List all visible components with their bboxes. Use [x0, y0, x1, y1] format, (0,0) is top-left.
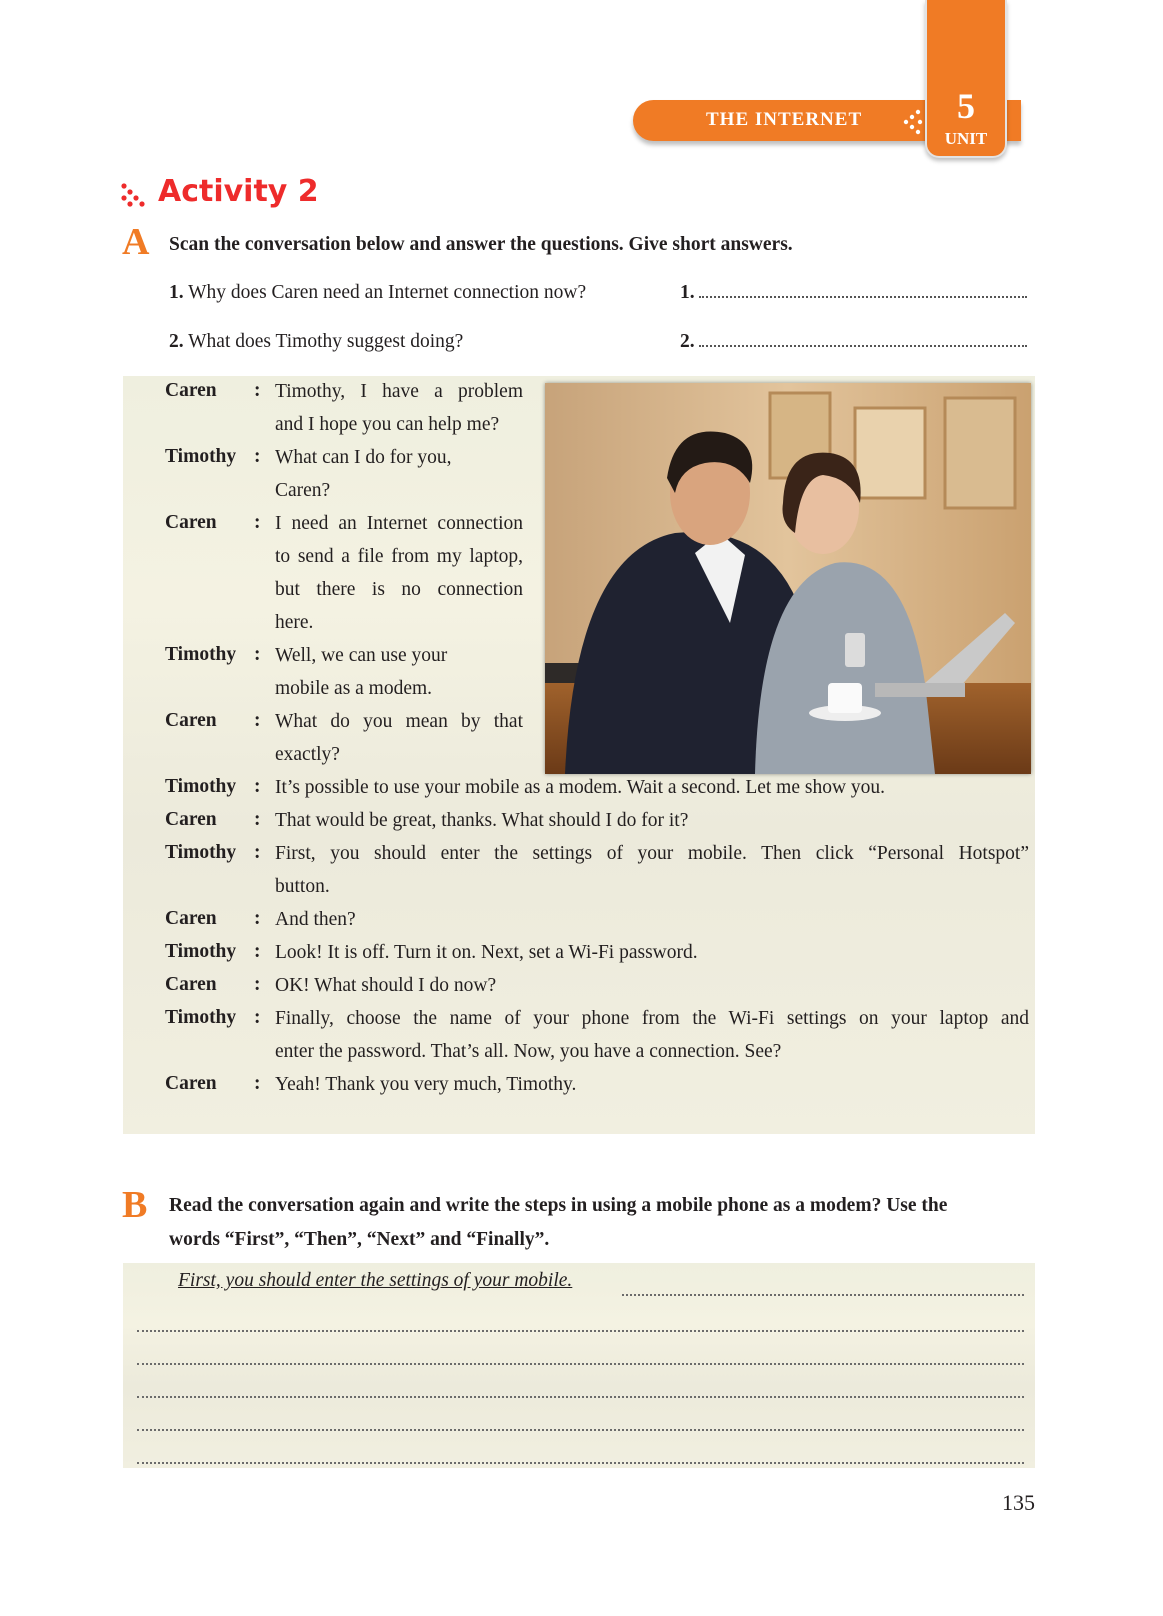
dialogue-line: Timothy, I have a problem	[275, 381, 523, 402]
colon: :	[254, 809, 261, 830]
speaker-name: Caren	[165, 710, 217, 731]
speaker-name: Timothy	[165, 644, 237, 665]
speaker-name: Timothy	[165, 941, 237, 962]
colon: :	[254, 1073, 261, 1094]
dialogue-line: and I hope you can help me?	[275, 414, 500, 435]
section-a-letter: A	[122, 221, 150, 263]
dialogue-line: First, you should enter the settings of your mobile. Then click “Personal Hotspot”	[275, 843, 1029, 864]
unit-number: 5	[957, 86, 975, 126]
speaker-name: Timothy	[165, 776, 237, 797]
question-1: 1. Why does Caren need an Internet connection now?	[169, 282, 587, 303]
colon: :	[254, 842, 261, 863]
dialogue-line: exactly?	[275, 744, 340, 765]
writing-line[interactable]	[137, 1330, 1024, 1332]
speaker-name: Caren	[165, 974, 217, 995]
section-b-instruction-1: Read the conversation again and write the steps in using a mobile phone as a modem? Use the	[169, 1195, 948, 1216]
speaker-name: Timothy	[165, 446, 237, 467]
answer-field-1[interactable]: 1.	[680, 282, 1027, 304]
conversation-photo	[545, 383, 1031, 774]
writing-line[interactable]	[137, 1363, 1024, 1365]
question-2: 2. What does Timothy suggest doing?	[169, 331, 464, 352]
colon: :	[254, 512, 261, 533]
colon: :	[254, 974, 261, 995]
dialogue-line: here.	[275, 612, 314, 633]
dialogue-line: Finally, choose the name of your phone from the Wi-Fi settings on your laptop and	[275, 1008, 1029, 1029]
dialogue-line: Yeah! Thank you very much, Timothy.	[275, 1074, 577, 1095]
dialogue-line: It’s possible to use your mobile as a modem. Wait a second. Let me show you.	[275, 777, 886, 798]
dialogue-line: but there is no connection	[275, 579, 523, 600]
dialogue-line: Caren?	[275, 480, 331, 501]
dialogue-line: And then?	[275, 909, 356, 930]
activity-title: Activity 2	[158, 174, 319, 209]
example-answer: First, you should enter the settings of your mobile.	[178, 1270, 573, 1291]
colon: :	[254, 380, 261, 401]
dots-ornament-icon	[900, 109, 924, 135]
colon: :	[254, 941, 261, 962]
colon: :	[254, 446, 261, 467]
section-title: THE INTERNET	[706, 109, 863, 130]
section-b-instruction-2: words “First”, “Then”, “Next” and “Finally”.	[169, 1229, 550, 1250]
speaker-name: Caren	[165, 380, 217, 401]
dialogue-line: to send a file from my laptop,	[275, 546, 523, 567]
dialogue-line: What do you mean by that	[275, 711, 523, 732]
answer-field-2[interactable]: 2.	[680, 331, 1027, 353]
dialogue-line: enter the password. That’s all. Now, you have a connection. See?	[275, 1041, 782, 1062]
colon: :	[254, 1007, 261, 1028]
speaker-name: Caren	[165, 512, 217, 533]
speaker-name: Caren	[165, 1073, 217, 1094]
colon: :	[254, 776, 261, 797]
unit-label: UNIT	[944, 129, 988, 148]
speaker-name: Caren	[165, 809, 217, 830]
dialogue-line: button.	[275, 876, 330, 897]
writing-line[interactable]	[137, 1462, 1024, 1464]
dialogue-line: Look! It is off. Turn it on. Next, set a Wi-Fi password.	[275, 942, 698, 963]
dialogue-line: OK! What should I do now?	[275, 975, 497, 996]
colon: :	[254, 908, 261, 929]
section-a-instruction: Scan the conversation below and answer the questions. Give short answers.	[169, 234, 793, 255]
dialogue-line: That would be great, thanks. What should I do for it?	[275, 810, 689, 831]
speaker-name: Timothy	[165, 1007, 237, 1028]
activity-dots-icon	[120, 182, 146, 210]
section-b-letter: B	[122, 1184, 148, 1226]
dialogue-line: mobile as a modem.	[275, 678, 433, 699]
dialogue-line: What can I do for you,	[275, 447, 452, 468]
dialogue-line: I need an Internet connection	[275, 513, 523, 534]
writing-line[interactable]	[137, 1396, 1024, 1398]
colon: :	[254, 644, 261, 665]
speaker-name: Timothy	[165, 842, 237, 863]
dialogue-line: Well, we can use your	[275, 645, 448, 666]
colon: :	[254, 710, 261, 731]
writing-line[interactable]	[137, 1429, 1024, 1431]
page-number: 135	[1002, 1490, 1035, 1515]
speaker-name: Caren	[165, 908, 217, 929]
writing-line[interactable]	[622, 1294, 1024, 1296]
